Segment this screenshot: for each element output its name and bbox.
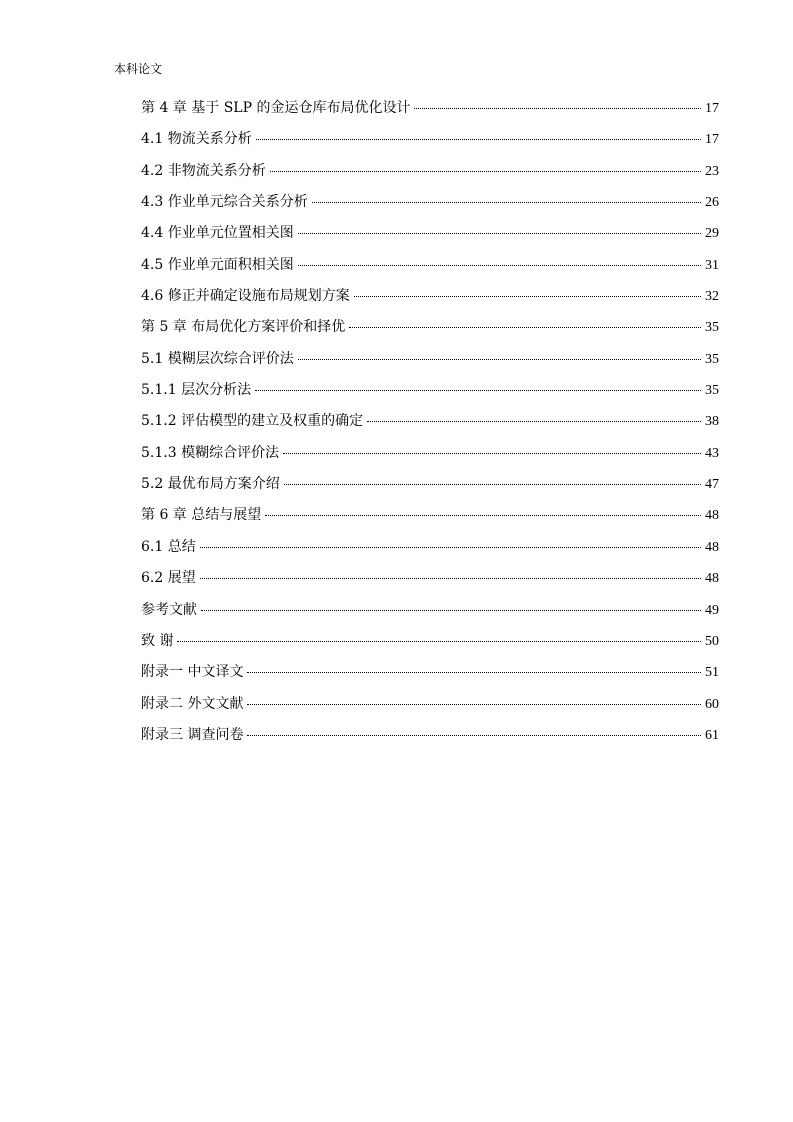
toc-entry-title: 附录一 中文译文: [141, 664, 244, 681]
toc-entry[interactable]: [141, 223, 719, 254]
toc-entry-title: 致 谢: [141, 632, 174, 649]
toc-dot-leader: [247, 704, 701, 705]
toc-entry-page-number: 49: [705, 602, 719, 618]
toc-entry-title: 5.2 最优布局方案介绍: [141, 476, 280, 493]
toc-entry-title: 第 4 章 基于 SLP 的金运仓库布局优化设计: [141, 100, 411, 116]
toc-dot-leader: [284, 484, 701, 485]
toc-entry-page-number: 38: [705, 414, 719, 430]
toc-entry-page-number: 29: [705, 226, 719, 242]
toc-entry[interactable]: [141, 349, 719, 380]
toc-entry-title: 4.3 作业单元综合关系分析: [141, 194, 308, 211]
toc-entry-title: 参考文献: [141, 601, 197, 618]
toc-entry[interactable]: [141, 725, 719, 756]
toc-entry-title: 5.1.3 模糊综合评价法: [141, 444, 280, 461]
toc-entry-title: 4.1 物流关系分析: [141, 131, 252, 148]
toc-entry[interactable]: [141, 631, 719, 662]
toc-entry-title: 附录三 调查问卷: [141, 726, 244, 743]
toc-entry-page-number: 32: [705, 289, 719, 305]
toc-entry[interactable]: [141, 568, 719, 599]
toc-entry[interactable]: [141, 129, 719, 160]
toc-dot-leader: [312, 202, 701, 203]
toc-entry-page-number: 48: [705, 508, 719, 524]
toc-entry-page-number: 26: [705, 195, 719, 211]
toc-entry[interactable]: [141, 537, 719, 568]
toc-entry-page-number: 51: [705, 665, 719, 681]
toc-dot-leader: [256, 139, 701, 140]
toc-entry[interactable]: [141, 98, 719, 129]
toc-entry-page-number: 48: [705, 539, 719, 555]
toc-entry-page-number: 60: [705, 696, 719, 712]
toc-entry[interactable]: [141, 662, 719, 693]
toc-entry[interactable]: [141, 505, 719, 536]
toc-entry-title: 4.2 非物流关系分析: [141, 162, 266, 179]
table-of-contents: [141, 98, 719, 756]
toc-entry-title: 4.6 修正并确定设施布局规划方案: [141, 288, 350, 305]
toc-dot-leader: [265, 515, 701, 516]
toc-entry-page-number: 48: [705, 571, 719, 587]
toc-entry-page-number: 43: [705, 445, 719, 461]
toc-dot-leader: [367, 421, 701, 422]
toc-entry-page-number: 50: [705, 633, 719, 649]
toc-entry-title: 附录二 外文文献: [141, 695, 244, 712]
toc-dot-leader: [200, 547, 701, 548]
toc-entry-page-number: 47: [705, 477, 719, 493]
toc-dot-leader: [247, 735, 701, 736]
toc-entry-page-number: 35: [705, 383, 719, 399]
toc-dot-leader: [349, 327, 701, 328]
toc-entry-title: 4.5 作业单元面积相关图: [141, 256, 294, 273]
toc-entry-page-number: 31: [705, 257, 719, 273]
toc-dot-leader: [354, 296, 701, 297]
toc-entry-page-number: 17: [705, 101, 719, 116]
toc-entry[interactable]: [141, 192, 719, 223]
toc-dot-leader: [270, 171, 701, 172]
toc-entry-title: 第 5 章 布局优化方案评价和择优: [141, 319, 346, 336]
toc-entry[interactable]: [141, 694, 719, 725]
toc-dot-leader: [298, 359, 701, 360]
toc-dot-leader: [414, 108, 701, 109]
toc-dot-leader: [255, 390, 701, 391]
toc-entry[interactable]: [141, 255, 719, 286]
toc-entry[interactable]: [141, 161, 719, 192]
toc-entry-page-number: 35: [705, 351, 719, 367]
toc-entry-title: 4.4 作业单元位置相关图: [141, 225, 294, 242]
toc-dot-leader: [298, 265, 701, 266]
toc-entry[interactable]: [141, 411, 719, 442]
toc-entry[interactable]: [141, 443, 719, 474]
toc-entry-title: 第 6 章 总结与展望: [141, 507, 262, 524]
toc-entry[interactable]: [141, 474, 719, 505]
toc-entry-title: 6.1 总结: [141, 538, 196, 555]
toc-entry-page-number: 17: [705, 132, 719, 148]
toc-dot-leader: [247, 672, 701, 673]
toc-entry[interactable]: [141, 380, 719, 411]
toc-dot-leader: [201, 610, 701, 611]
toc-entry-title: 5.1.1 层次分析法: [141, 382, 252, 399]
toc-entry[interactable]: [141, 286, 719, 317]
toc-entry[interactable]: [141, 600, 719, 631]
toc-entry[interactable]: [141, 317, 719, 348]
toc-entry-title: 5.1 模糊层次综合评价法: [141, 350, 294, 367]
toc-entry-title: 5.1.2 评估模型的建立及权重的确定: [141, 413, 364, 430]
toc-dot-leader: [177, 641, 701, 642]
toc-entry-page-number: 61: [705, 727, 719, 743]
toc-dot-leader: [283, 453, 701, 454]
toc-entry-page-number: 35: [705, 320, 719, 336]
page-header-label: 本科论文: [114, 62, 163, 76]
toc-entry-page-number: 23: [705, 163, 719, 179]
header-divider: [114, 80, 679, 81]
toc-dot-leader: [200, 578, 701, 579]
toc-dot-leader: [298, 233, 701, 234]
toc-entry-title: 6.2 展望: [141, 570, 196, 587]
